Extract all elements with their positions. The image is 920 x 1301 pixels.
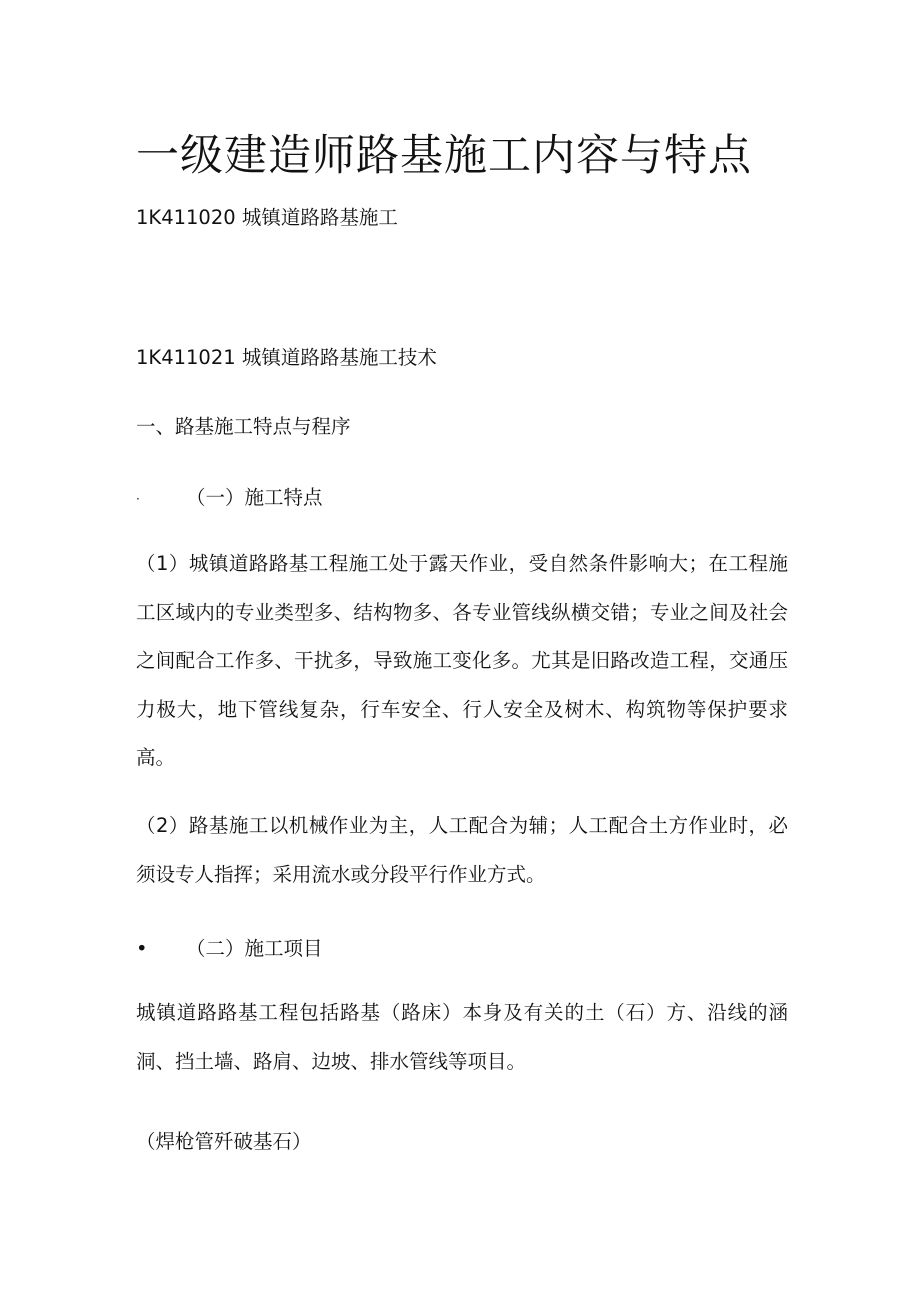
bullet-marker: •	[136, 937, 148, 960]
bullet-label: （二）施工项目	[186, 937, 323, 960]
page-title: 一级建造师路基施工内容与特点	[136, 131, 752, 181]
section-heading: 一、路基施工特点与程序	[136, 415, 351, 438]
footer-note: （焊枪管歼破基石）	[136, 1130, 312, 1153]
subsection-code: 1K411021 城镇道路路基施工技术	[136, 346, 437, 369]
bullet-marker: ·	[136, 491, 140, 506]
bullet-item-projects	[136, 933, 323, 961]
paragraph-projects: 城镇道路路基工程包括路基（路床）本身及有关的土（石）方、沿线的涵洞、挡土墙、路肩、边坡、排水管线等项目。	[136, 1001, 788, 1073]
bullet-item-features	[136, 482, 323, 510]
paragraph-features-2: （2）路基施工以机械作业为主，人工配合为辅；人工配合土方作业时，必须设专人指挥；采用流水或分段平行作业方式。	[136, 814, 788, 886]
section-code: 1K411020 城镇道路路基施工	[136, 206, 398, 229]
bullet-label: （一）施工特点	[186, 486, 323, 509]
paragraph-features-1: （1）城镇道路路基工程施工处于露天作业，受自然条件影响大；在工程施工区域内的专业类型多、结构物多、各专业管线纵横交错；专业之间及社会之间配合工作多、干扰多，导致施工变化多。尤其是旧路改造工程，交通压力极大，地下管线复杂，行车安全、行人安全及树木、构筑物等保护要求高。	[136, 552, 788, 770]
